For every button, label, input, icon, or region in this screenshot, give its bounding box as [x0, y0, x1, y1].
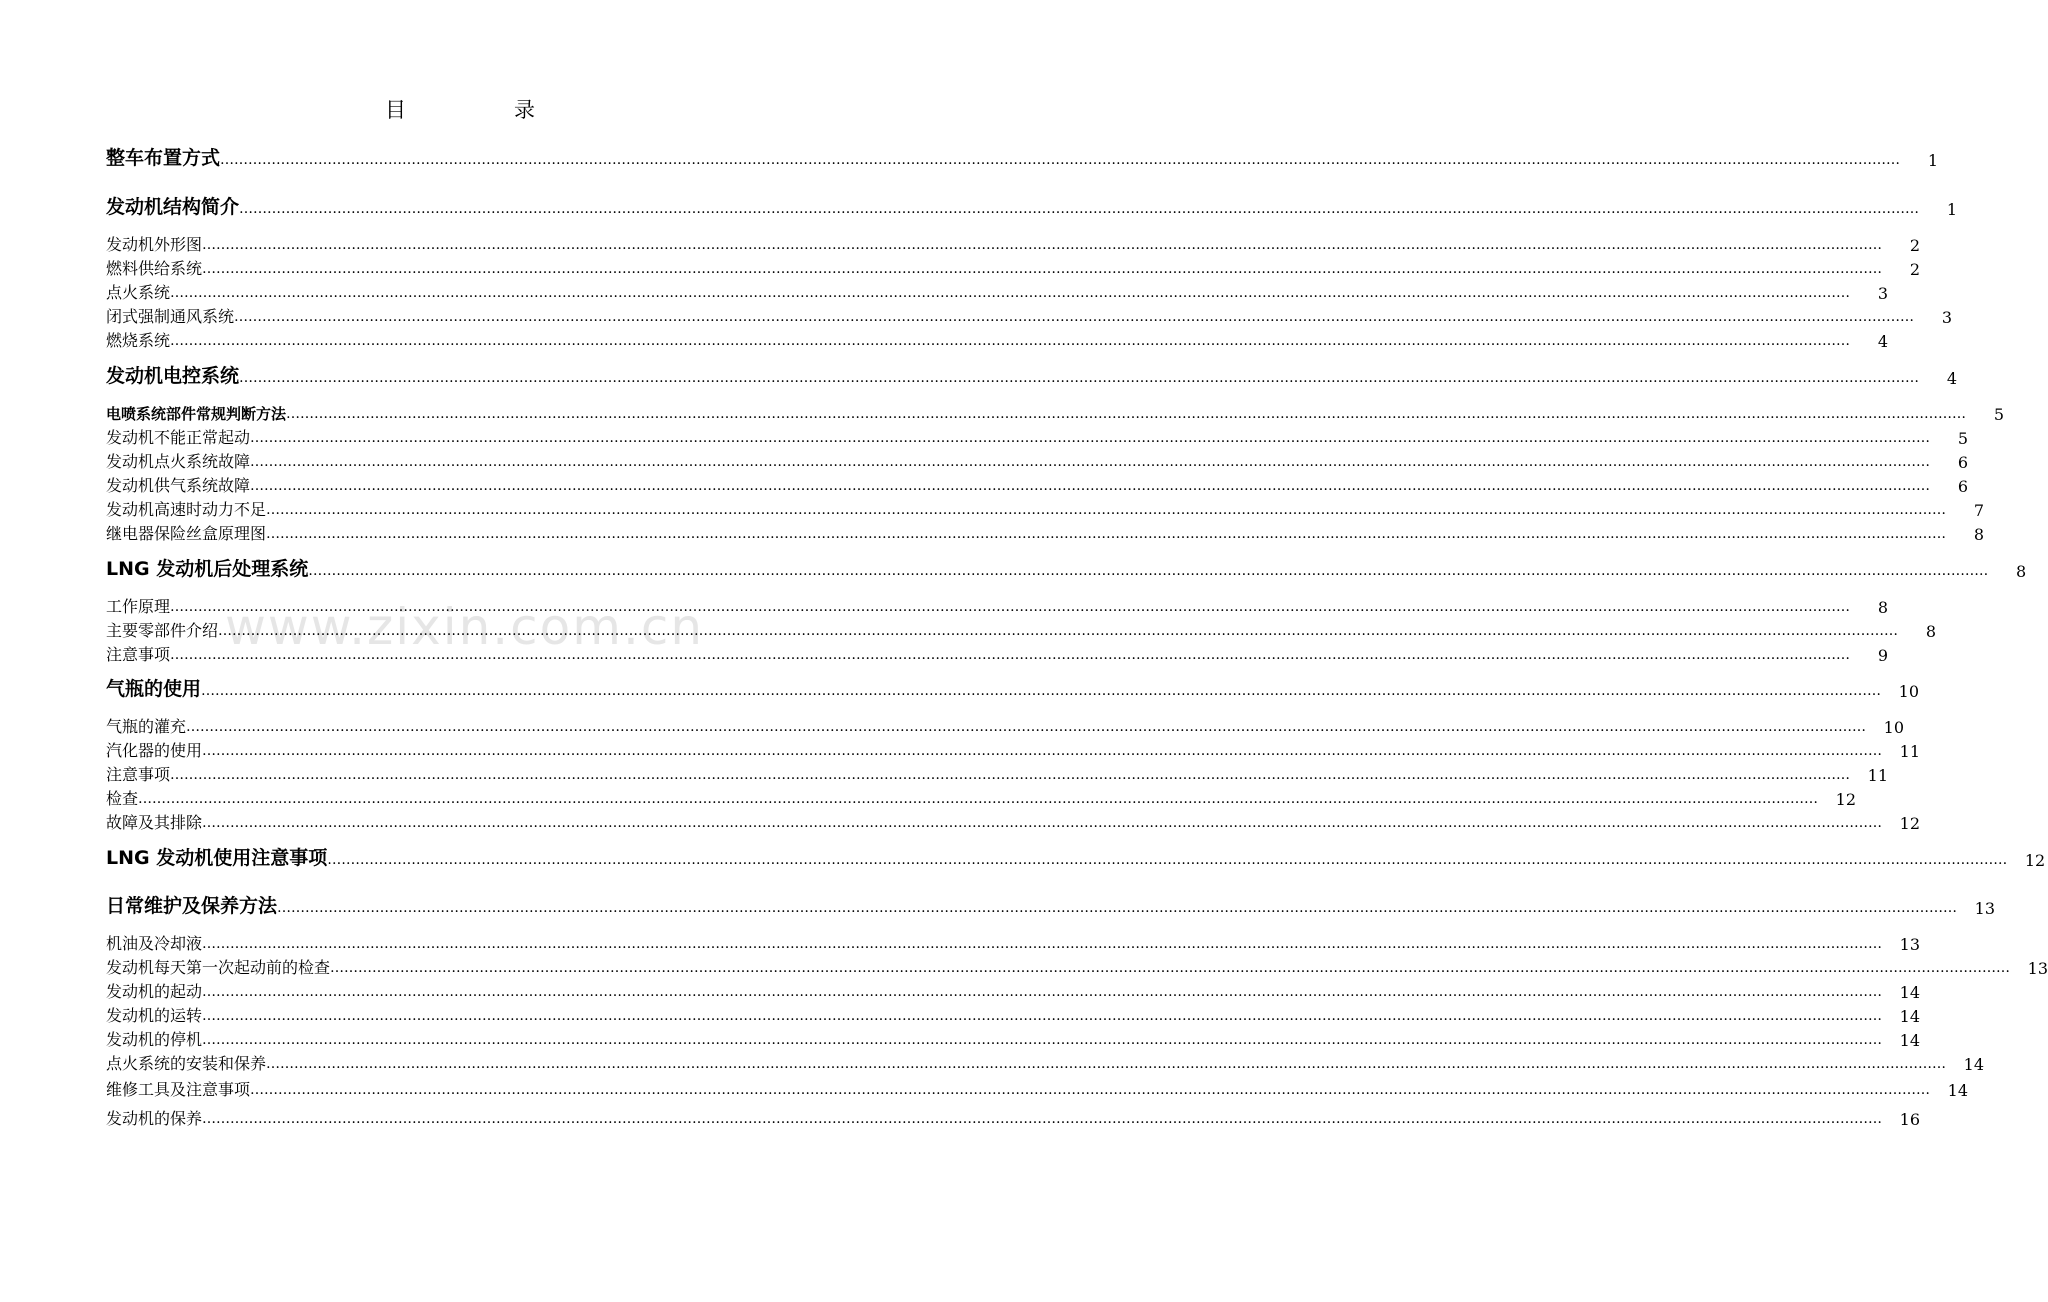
toc-leader-dots: ……………………………………………………………………………………………………………………………………………………………………………………………………………………………………………………………………………………………………………………………… [220, 152, 1901, 168]
toc-leader-dots: ……………………………………………………………………………………………………………………………………………………………………………………………………………………………………………………………………………………………………………………………… [170, 285, 1851, 301]
toc-entry-page: 12 [1899, 814, 1921, 833]
toc-leader-dots: ……………………………………………………………………………………………………………………………………………………………………………………………………………………………………………………………………………………………………………………………… [202, 1032, 1883, 1048]
toc-entry[interactable] [106, 809, 1921, 833]
toc-leader-dots: ……………………………………………………………………………………………………………………………………………………………………………………………………………………………………………………………………………………………………………………………… [186, 719, 1867, 735]
toc-leader-dots: ……………………………………………………………………………………………………………………………………………………………………………………………………………………………………………………………………………………………………………………………… [170, 333, 1851, 349]
toc-entry[interactable] [106, 1002, 1921, 1026]
toc-entry[interactable] [106, 978, 1921, 1002]
toc-entry[interactable] [106, 593, 1889, 617]
toc-leader-dots: ……………………………………………………………………………………………………………………………………………………………………………………………………………………………………………………………………………………………………………………………… [250, 1082, 1931, 1098]
toc-entry-page: 3 [1877, 284, 1889, 303]
toc-entry-page: 5 [1957, 429, 1969, 448]
toc-entry[interactable] [106, 677, 1920, 701]
toc-entry-page: 4 [1946, 369, 1958, 388]
toc-entry[interactable] [106, 557, 2027, 581]
toc-entry[interactable] [106, 846, 2046, 870]
toc-entry[interactable] [106, 195, 1958, 219]
toc-leader-dots: ……………………………………………………………………………………………………………………………………………………………………………………………………………………………………………………………………………………………………………………………… [250, 454, 1931, 470]
toc-leader-dots: ……………………………………………………………………………………………………………………………………………………………………………………………………………………………………………………………………………………………………………………………… [202, 1111, 1883, 1127]
title-char-1: 目 [385, 98, 406, 122]
toc-entry[interactable] [106, 1076, 1969, 1100]
toc-leader-dots: ……………………………………………………………………………………………………………………………………………………………………………………………………………………………………………………………………………………………………………………………… [234, 309, 1915, 325]
toc-entry-page: 12 [1835, 790, 1857, 809]
toc-entry[interactable] [106, 448, 1969, 472]
toc-entry[interactable] [106, 1050, 1985, 1074]
toc-leader-dots: ……………………………………………………………………………………………………………………………………………………………………………………………………………………………………………………………………………………………………………………………… [286, 406, 1967, 422]
toc-leader-dots: ……………………………………………………………………………………………………………………………………………………………………………………………………………………………………………………………………………………………………………………………… [218, 623, 1899, 639]
toc-entry[interactable] [106, 641, 1889, 665]
toc-entry-label: 发动机供气系统故障 [106, 476, 251, 495]
toc-leader-dots: ……………………………………………………………………………………………………………………………………………………………………………………………………………………………………………………………………………………………………………………………… [202, 1008, 1883, 1024]
toc-entry-page: 9 [1877, 646, 1889, 665]
toc-leader-dots: ……………………………………………………………………………………………………………………………………………………………………………………………………………………………………………………………………………………………………………………………… [239, 370, 1920, 386]
toc-entry[interactable] [106, 785, 1857, 809]
toc-leader-dots: ……………………………………………………………………………………………………………………………………………………………………………………………………………………………………………………………………………………………………………………………… [266, 502, 1947, 518]
toc-entry[interactable] [106, 930, 1921, 954]
toc-leader-dots: ……………………………………………………………………………………………………………………………………………………………………………………………………………………………………………………………………………………………………………………………… [170, 647, 1851, 663]
toc-leader-dots: ……………………………………………………………………………………………………………………………………………………………………………………………………………………………………………………………………………………………………………………………… [266, 526, 1947, 542]
toc-leader-dots: ……………………………………………………………………………………………………………………………………………………………………………………………………………………………………………………………………………………………………………………………… [170, 767, 1851, 783]
toc-entry-label: 主要零部件介绍 [106, 621, 219, 640]
toc-entry-label: 发动机外形图 [106, 235, 203, 254]
toc-entry[interactable] [106, 761, 1889, 785]
toc-entry[interactable] [106, 146, 1939, 170]
toc-leader-dots: ……………………………………………………………………………………………………………………………………………………………………………………………………………………………………………………………………………………………………………………………… [201, 683, 1882, 699]
toc-entry-label: 闭式强制通风系统 [106, 307, 235, 326]
toc-leader-dots: ……………………………………………………………………………………………………………………………………………………………………………………………………………………………………………………………………………………………………………………………… [308, 563, 1989, 579]
toc-entry-page: 2 [1909, 236, 1921, 255]
toc-entry-label: 发动机每天第一次起动前的检查 [106, 958, 331, 977]
toc-entry-page: 1 [1946, 200, 1958, 219]
toc-entry-page: 10 [1898, 682, 1920, 701]
toc-entry[interactable] [106, 520, 1985, 544]
toc-entry[interactable] [106, 1026, 1921, 1050]
toc-leader-dots: ……………………………………………………………………………………………………………………………………………………………………………………………………………………………………………………………………………………………………………………………… [266, 1056, 1947, 1072]
toc-entry-label: 电喷系统部件常规判断方法 [106, 405, 287, 423]
toc-leader-dots: ……………………………………………………………………………………………………………………………………………………………………………………………………………………………………………………………………………………………………………………………… [239, 201, 1920, 217]
toc-entry-page: 5 [1993, 405, 2005, 424]
toc-entry[interactable] [106, 364, 1958, 388]
toc-leader-dots: ……………………………………………………………………………………………………………………………………………………………………………………………………………………………………………………………………………………………………………………………… [250, 430, 1931, 446]
toc-entry-page: 14 [1899, 983, 1921, 1002]
toc-entry-page: 8 [2016, 562, 2027, 581]
toc-entry[interactable] [106, 496, 1985, 520]
toc-entry-page: 6 [1957, 453, 1969, 472]
toc-entry-label: 气瓶的灌充 [106, 717, 187, 736]
toc-entry[interactable] [106, 894, 1996, 918]
toc-entry-page: 12 [2024, 851, 2046, 870]
toc-entry[interactable] [106, 472, 1969, 496]
toc-entry-label: 点火系统的安装和保养 [106, 1054, 267, 1073]
toc-leader-dots: ……………………………………………………………………………………………………………………………………………………………………………………………………………………………………………………………………………………………………………………………… [330, 960, 2011, 976]
toc-entry-page: 6 [1957, 477, 1969, 496]
toc-entry-label: 发动机结构简介 [106, 196, 240, 218]
toc-leader-dots: ……………………………………………………………………………………………………………………………………………………………………………………………………………………………………………………………………………………………………………………………… [250, 478, 1931, 494]
toc-entry-page: 11 [1867, 766, 1889, 785]
toc-entry-label: 发动机的保养 [106, 1109, 203, 1128]
toc-entry-label: 日常维护及保养方法 [106, 895, 278, 917]
toc-entry[interactable] [106, 737, 1921, 761]
toc-entry-label: 燃料供给系统 [106, 259, 203, 278]
toc-entry-label: 发动机的停机 [106, 1030, 203, 1049]
toc-entry-page: 13 [2027, 959, 2048, 978]
toc-entry-label: 发动机不能正常起动 [106, 428, 251, 447]
toc-entry-label: 汽化器的使用 [106, 741, 203, 760]
toc-entry-page: 4 [1877, 332, 1889, 351]
toc-entry-page: 14 [1899, 1007, 1921, 1026]
page-title [0, 94, 920, 124]
toc-leader-dots: ……………………………………………………………………………………………………………………………………………………………………………………………………………………………………………………………………………………………………………………………… [202, 743, 1883, 759]
toc-entry-label: 检查 [106, 789, 139, 808]
toc-leader-dots: ……………………………………………………………………………………………………………………………………………………………………………………………………………………………………………………………………………………………………………………………… [170, 599, 1851, 615]
toc-entry-page: 13 [1974, 899, 1996, 918]
toc-entry-label: 继电器保险丝盒原理图 [106, 524, 267, 543]
toc-entry-label: 燃烧系统 [106, 331, 171, 350]
toc-entry-label: 注意事项 [106, 645, 171, 664]
toc-entry-page: 14 [1963, 1055, 1985, 1074]
toc-leader-dots: ……………………………………………………………………………………………………………………………………………………………………………………………………………………………………………………………………………………………………………………………… [277, 900, 1958, 916]
toc-entry-label: 发动机的起动 [106, 982, 203, 1001]
toc-leader-dots: ……………………………………………………………………………………………………………………………………………………………………………………………………………………………………………………………………………………………………………………………… [138, 791, 1819, 807]
toc-entry-label: 气瓶的使用 [106, 678, 202, 700]
toc-entry-page: 13 [1899, 935, 1921, 954]
toc-leader-dots: ……………………………………………………………………………………………………………………………………………………………………………………………………………………………………………………………………………………………………………………………… [202, 237, 1883, 253]
toc-leader-dots: ……………………………………………………………………………………………………………………………………………………………………………………………………………………………………………………………………………………………………………………………… [202, 815, 1883, 831]
toc-entry-page: 8 [1973, 525, 1985, 544]
toc-entry-page: 7 [1973, 501, 1985, 520]
toc-entry-page: 1 [1927, 151, 1939, 170]
watermark: www.zixin.com.cn [225, 598, 705, 656]
toc-entry[interactable] [106, 713, 1905, 737]
toc-entry[interactable] [106, 954, 2048, 978]
toc-entry-label: 故障及其排除 [106, 813, 203, 832]
toc-entry[interactable] [106, 327, 1889, 351]
toc-entry-label: 发动机电控系统 [106, 365, 240, 387]
toc-entry-page: 14 [1899, 1031, 1921, 1050]
toc-entry-page: 3 [1941, 308, 1953, 327]
toc-entry-page: 11 [1899, 742, 1921, 761]
title-char-2: 录 [514, 98, 535, 122]
toc-entry[interactable] [106, 400, 2005, 424]
toc-entry[interactable] [106, 424, 1969, 448]
toc-entry[interactable] [106, 231, 1921, 255]
toc-entry-page: 8 [1877, 598, 1889, 617]
toc-entry[interactable] [106, 279, 1889, 303]
toc-entry-page: 16 [1899, 1110, 1921, 1129]
toc-entry-label: 点火系统 [106, 283, 171, 302]
toc-entry-label: 发动机的运转 [106, 1006, 203, 1025]
toc-entry-page: 8 [1925, 622, 1937, 641]
toc-leader-dots: ……………………………………………………………………………………………………………………………………………………………………………………………………………………………………………………………………………………………………………………………… [327, 852, 2008, 868]
toc-entry-page: 10 [1883, 718, 1905, 737]
toc-entry-label: 整车布置方式 [106, 147, 221, 169]
toc-entry-label: 注意事项 [106, 765, 171, 784]
toc-entry[interactable] [106, 617, 1937, 641]
toc-entry-page: 14 [1947, 1081, 1969, 1100]
toc-entry-label: 工作原理 [106, 597, 171, 616]
toc-entry[interactable] [106, 255, 1921, 279]
toc-leader-dots: ……………………………………………………………………………………………………………………………………………………………………………………………………………………………………………………………………………………………………………………………… [202, 261, 1883, 277]
toc-entry-label: 发动机点火系统故障 [106, 452, 251, 471]
toc-entry-label: LNG 发动机使用注意事项 [106, 847, 328, 869]
toc-entry-label: 发动机高速时动力不足 [106, 500, 267, 519]
toc-entry-label: 机油及冷却液 [106, 934, 203, 953]
toc-leader-dots: ……………………………………………………………………………………………………………………………………………………………………………………………………………………………………………………………………………………………………………………………… [202, 984, 1883, 1000]
toc-entry-label: LNG 发动机后处理系统 [106, 558, 309, 580]
toc-entry[interactable] [106, 1105, 1921, 1129]
toc-entry-label: 维修工具及注意事项 [106, 1080, 251, 1099]
toc-leader-dots: ……………………………………………………………………………………………………………………………………………………………………………………………………………………………………………………………………………………………………………………………… [202, 936, 1883, 952]
toc-entry-page: 2 [1909, 260, 1921, 279]
toc-entry[interactable] [106, 303, 1953, 327]
